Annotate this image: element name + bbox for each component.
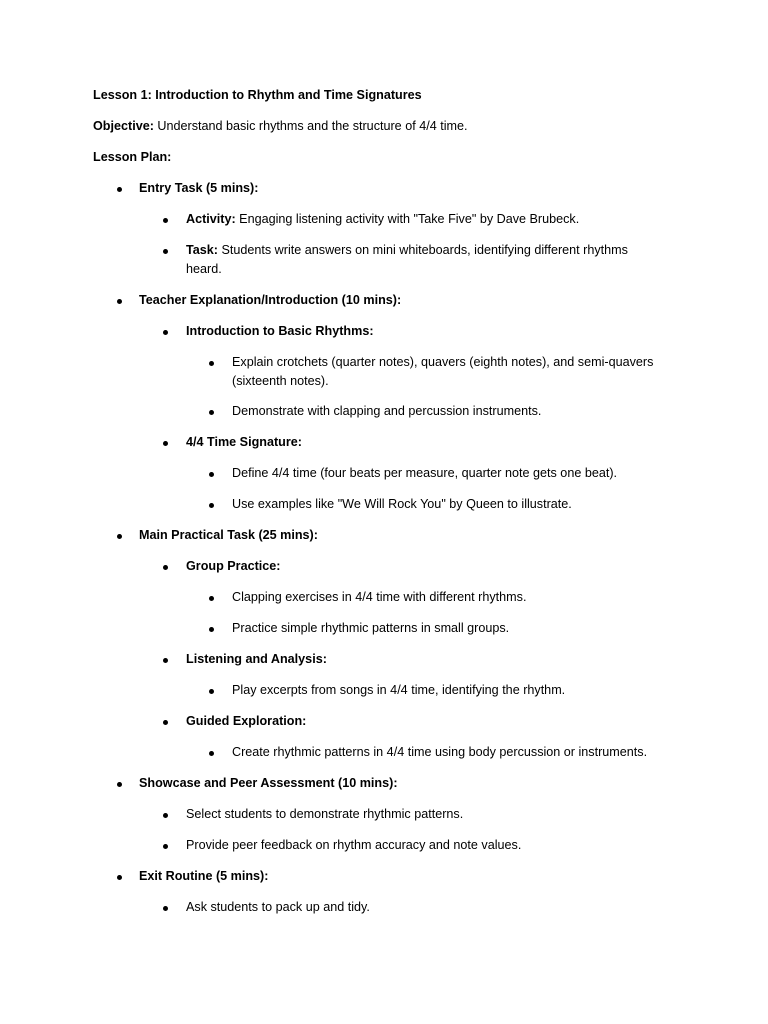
group-practice-heading <box>186 557 280 576</box>
bullet-icon <box>163 441 168 446</box>
time-signature-heading-text: 4/4 Time Signature: <box>186 435 302 449</box>
showcase-item-2 <box>186 836 521 855</box>
entry-task-heading <box>139 179 258 198</box>
bullet-icon <box>209 689 214 694</box>
objective-text: Understand basic rhythms and the structure of 4/4 time. <box>153 119 468 133</box>
entry-task-task <box>186 241 628 260</box>
main-practical-heading-text: Main Practical Task (25 mins): <box>139 528 318 542</box>
teacher-explanation-heading <box>139 291 401 310</box>
bullet-icon <box>209 751 214 756</box>
exit-routine-item-1-text: Ask students to pack up and tidy. <box>186 900 370 914</box>
time-signature-item-2 <box>232 495 572 514</box>
activity-label: Activity: <box>186 212 236 226</box>
group-practice-item-1-text: Clapping exercises in 4/4 time with different rhythms. <box>232 590 527 604</box>
bullet-icon <box>163 565 168 570</box>
guided-exploration-item-1 <box>232 743 647 762</box>
time-signature-item-1 <box>232 464 617 483</box>
time-signature-heading <box>186 433 302 452</box>
basic-rhythms-item-1-cont <box>232 372 329 391</box>
basic-rhythms-item-2-text: Demonstrate with clapping and percussion instruments. <box>232 404 542 418</box>
bullet-icon <box>163 330 168 335</box>
basic-rhythms-item-1-cont-text: (sixteenth notes). <box>232 374 329 388</box>
group-practice-item-2 <box>232 619 509 638</box>
bullet-icon <box>163 218 168 223</box>
lesson-plan-label <box>93 148 171 167</box>
showcase-heading <box>139 774 398 793</box>
bullet-icon <box>209 503 214 508</box>
bullet-icon <box>117 534 122 539</box>
bullet-icon <box>163 720 168 725</box>
listening-analysis-heading-text: Listening and Analysis: <box>186 652 327 666</box>
showcase-heading-text: Showcase and Peer Assessment (10 mins): <box>139 776 398 790</box>
bullet-icon <box>163 906 168 911</box>
showcase-item-2-text: Provide peer feedback on rhythm accuracy and note values. <box>186 838 522 852</box>
listening-analysis-heading <box>186 650 327 669</box>
bullet-icon <box>163 813 168 818</box>
bullet-icon <box>163 249 168 254</box>
showcase-item-1-text: Select students to demonstrate rhythmic patterns. <box>186 807 464 821</box>
basic-rhythms-heading-text: Introduction to Basic Rhythms: <box>186 324 374 338</box>
time-signature-item-1-text: Define 4/4 time (four beats per measure, quarter note gets one beat). <box>232 466 618 480</box>
bullet-icon <box>209 472 214 477</box>
bullet-icon <box>209 627 214 632</box>
basic-rhythms-item-1 <box>232 353 653 372</box>
entry-task-heading-text: Entry Task (5 mins): <box>139 181 259 195</box>
task-text-cont: heard. <box>186 262 222 276</box>
bullet-icon <box>209 596 214 601</box>
task-label: Task: <box>186 243 218 257</box>
guided-exploration-heading-text: Guided Exploration: <box>186 714 307 728</box>
listening-analysis-item-1-text: Play excerpts from songs in 4/4 time, identifying the rhythm. <box>232 683 566 697</box>
lesson-title <box>93 86 422 105</box>
group-practice-heading-text: Group Practice: <box>186 559 281 573</box>
group-practice-item-2-text: Practice simple rhythmic patterns in small groups. <box>232 621 510 635</box>
bullet-icon <box>117 875 122 880</box>
exit-routine-heading <box>139 867 268 886</box>
teacher-explanation-heading-text: Teacher Explanation/Introduction (10 mins): <box>139 293 402 307</box>
objective-line <box>93 117 468 136</box>
bullet-icon <box>209 361 214 366</box>
lesson-title-text: Lesson 1: Introduction to Rhythm and Time Signatures <box>93 88 422 102</box>
bullet-icon <box>163 658 168 663</box>
group-practice-item-1 <box>232 588 526 607</box>
time-signature-item-2-text: Use examples like "We Will Rock You" by Queen to illustrate. <box>232 497 572 511</box>
bullet-icon <box>209 410 214 415</box>
basic-rhythms-item-2 <box>232 402 541 421</box>
entry-task-task-cont <box>186 260 222 279</box>
activity-text: Engaging listening activity with "Take Five" by Dave Brubeck. <box>235 212 580 226</box>
basic-rhythms-item-1-text: Explain crotchets (quarter notes), quavers (eighth notes), and semi-quavers <box>232 355 654 369</box>
objective-label: Objective: <box>93 119 154 133</box>
guided-exploration-item-1-text: Create rhythmic patterns in 4/4 time using body percussion or instruments. <box>232 745 648 759</box>
listening-analysis-item-1 <box>232 681 565 700</box>
lesson-plan-label-text: Lesson Plan: <box>93 150 172 164</box>
exit-routine-heading-text: Exit Routine (5 mins): <box>139 869 269 883</box>
bullet-icon <box>117 782 122 787</box>
main-practical-heading <box>139 526 318 545</box>
guided-exploration-heading <box>186 712 306 731</box>
bullet-icon <box>117 299 122 304</box>
bullet-icon <box>163 844 168 849</box>
exit-routine-item-1 <box>186 898 370 917</box>
task-text: Students write answers on mini whiteboards, identifying different rhythms <box>217 243 628 257</box>
basic-rhythms-heading <box>186 322 374 341</box>
showcase-item-1 <box>186 805 463 824</box>
entry-task-activity <box>186 210 579 229</box>
bullet-icon <box>117 187 122 192</box>
